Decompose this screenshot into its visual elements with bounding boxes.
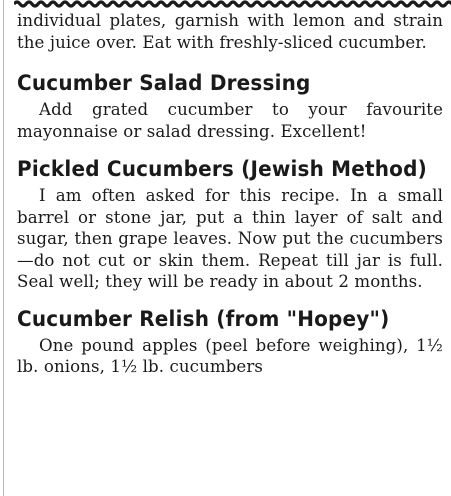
intro-paragraph: individual plates, garnish with lemon and strain the juice over. Eat with freshly-sliced cucumber. bbox=[17, 11, 443, 52]
section-heading-pickled-cucumbers: Pickled Cucumbers (Jewish Method) bbox=[17, 157, 427, 182]
section-body-salad-dressing: Add grated cucumber to your favourite mayonnaise or salad dressing. Excellent! bbox=[17, 100, 443, 141]
text-column bbox=[17, 10, 443, 378]
section-body-pickled-cucumbers: I am often asked for this recipe. In a small barrel or stone jar, put a thin layer of salt and sugar, then grape leaves. Now put the cucumbers—do not cut or skin them. Repeat till jar is full. Seal well; they will be ready in about 2 months. bbox=[17, 186, 443, 291]
page-margin-line bbox=[3, 0, 4, 496]
wavy-divider bbox=[14, 0, 451, 8]
section-heading-salad-dressing: Cucumber Salad Dressing bbox=[17, 71, 311, 96]
section-body-cucumber-relish: One pound apples (peel before weighing), 1½ lb. onions, 1½ lb. cucumbers bbox=[17, 335, 443, 376]
section-heading-cucumber-relish: Cucumber Relish (from "Hopey") bbox=[17, 306, 390, 332]
